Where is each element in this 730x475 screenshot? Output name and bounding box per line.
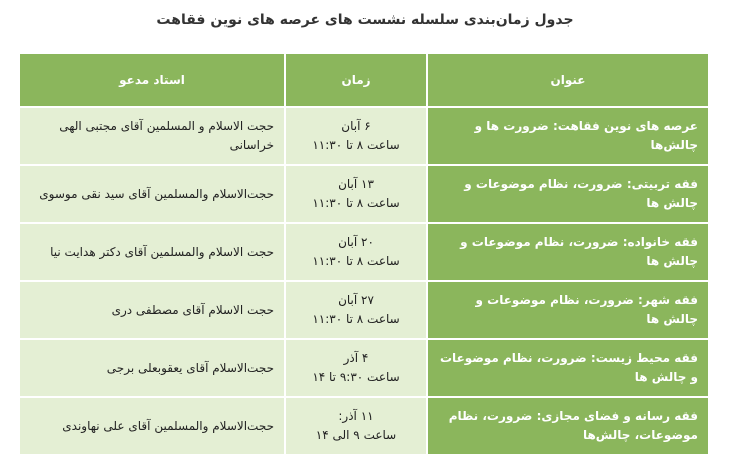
topic-cell: فقه رسانه و فضای مجازی: ضرورت، نظام موضوعات، چالش‌ها xyxy=(428,398,708,454)
topic-cell: فقه شهر: ضرورت، نظام موضوعات و چالش ها xyxy=(428,282,708,338)
session-hours: ساعت ۹:۳۰ تا ۱۴ xyxy=(312,370,400,384)
session-hours: ساعت ۸ تا ۱۱:۳۰ xyxy=(312,138,400,152)
topic-cell: فقه خانواده: ضرورت، نظام موضوعات و چالش ها xyxy=(428,224,708,280)
table-row xyxy=(20,166,708,222)
teacher-cell: حجت‌الاسلام آقای یعقوبعلی برجی xyxy=(20,340,284,396)
page-title: جدول زمان‌بندی سلسله نشست های عرصه های نوین فقاهت xyxy=(156,12,574,28)
session-hours: ساعت ۸ تا ۱۱:۳۰ xyxy=(312,312,400,326)
session-date: ۲۰ آبان xyxy=(338,235,374,250)
time-cell xyxy=(286,108,426,164)
table-row xyxy=(20,108,708,164)
schedule-table xyxy=(18,52,710,456)
time-cell xyxy=(286,398,426,454)
teacher-cell: حجت‌الاسلام والمسلمین آقای سید نقی موسوی xyxy=(20,166,284,222)
table-row xyxy=(20,398,708,454)
session-date: ۲۷ آبان xyxy=(338,293,374,308)
teacher-cell: حجت‌الاسلام والمسلمین آقای علی نهاوندی xyxy=(20,398,284,454)
header-row xyxy=(20,54,708,106)
header-teacher: استاد مدعو xyxy=(20,54,284,106)
session-hours: ساعت ۹ الی ۱۴ xyxy=(315,428,397,442)
header-topic: عنوان xyxy=(428,54,708,106)
table-row xyxy=(20,282,708,338)
teacher-cell: حجت الاسلام آقای مصطفی دری xyxy=(20,282,284,338)
time-cell xyxy=(286,224,426,280)
time-cell xyxy=(286,166,426,222)
teacher-cell: حجت الاسلام والمسلمین آقای دکتر هدایت نیا xyxy=(20,224,284,280)
session-date: ۴ آذر xyxy=(343,351,369,366)
header-time: زمان xyxy=(286,54,426,106)
topic-cell: فقه محیط زیست: ضرورت، نظام موضوعات و چالش ها xyxy=(428,340,708,396)
session-hours: ساعت ۸ تا ۱۱:۳۰ xyxy=(312,254,400,268)
time-cell xyxy=(286,282,426,338)
table-row xyxy=(20,340,708,396)
session-hours: ساعت ۸ تا ۱۱:۳۰ xyxy=(312,196,400,210)
session-date: ۱۱ آذر: xyxy=(338,409,374,424)
topic-cell: عرصه های نوین فقاهت: ضرورت ها و چالش‌ها xyxy=(428,108,708,164)
topic-cell: فقه تربیتی: ضرورت، نظام موضوعات و چالش ها xyxy=(428,166,708,222)
time-cell xyxy=(286,340,426,396)
session-date: ۱۳ آبان xyxy=(338,177,374,192)
teacher-cell: حجت الاسلام و المسلمین آقای مجتبی الهی خراسانی xyxy=(20,108,284,164)
table-row xyxy=(20,224,708,280)
session-date: ۶ آبان xyxy=(341,119,371,134)
